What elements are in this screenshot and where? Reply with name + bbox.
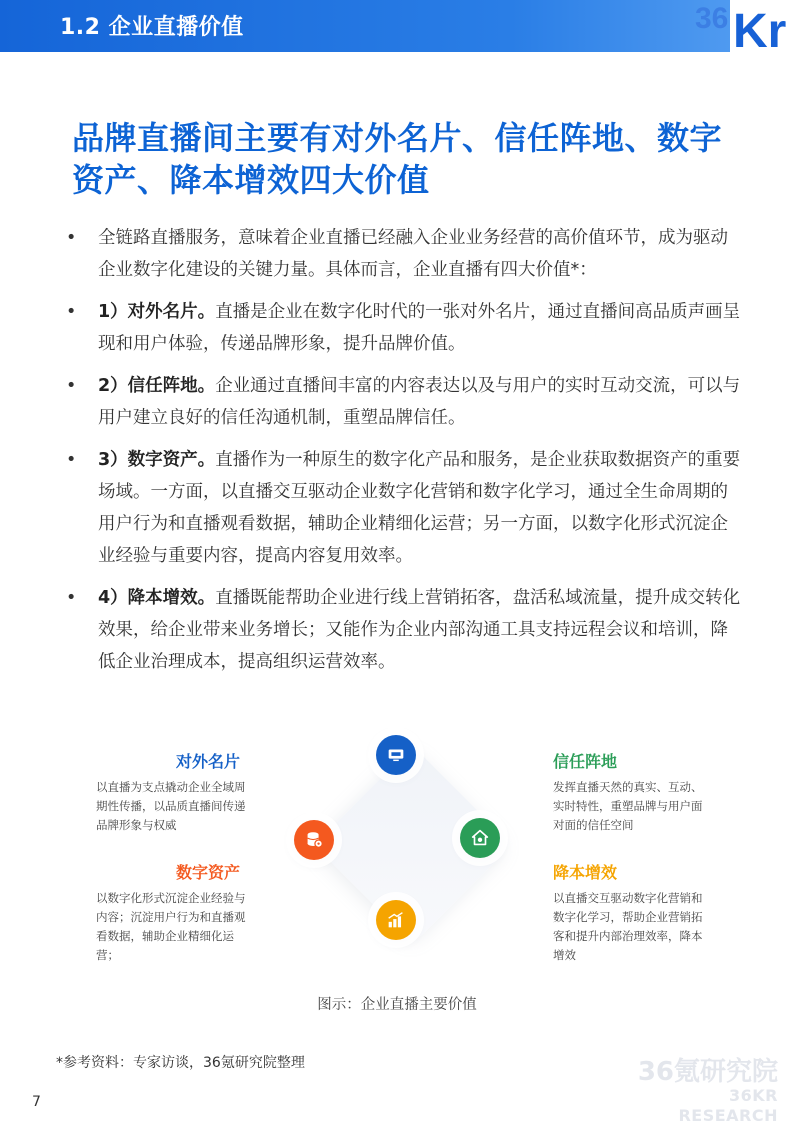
bullet-text: 直播既能帮助企业进行线上营销拓客，盘活私域流量，提升成交转化效果，给企业带来业务增长；又能作为企业内部沟通工具支持远程会议和培训，降低企业治理成本，提高组织运营效率。: [98, 588, 741, 672]
bullet-dot-icon: •: [66, 376, 77, 396]
value-block-external-card: [96, 752, 246, 835]
logo-digits: 36: [695, 2, 729, 35]
header-bar: [0, 0, 730, 52]
logo-letters: Kr: [733, 5, 787, 58]
page-headline: 品牌直播间主要有对外名片、信任阵地、数字资产、降本增效四大价值: [72, 119, 723, 199]
bullet-text: 企业通过直播间丰富的内容表达以及与用户的实时互动交流，可以与用户建立良好的信任沟通机制，重塑品牌信任。: [98, 376, 741, 428]
bullet-text: 全链路直播服务，意味着企业直播已经融入企业业务经营的高价值环节，成为驱动企业数字化建设的关键力量。具体而言，企业直播有四大价值*：: [98, 228, 728, 280]
bullet-text: 直播是企业在数字化时代的一张对外名片，通过直播间高品质声画呈现和用户体验，传递品牌形象，提升品牌价值。: [98, 302, 741, 354]
bar-chart-icon: [376, 900, 416, 940]
bullet-item: [62, 222, 742, 286]
value-diagram: [0, 720, 794, 980]
home-icon: [460, 818, 500, 858]
bullet-lead: 4）降本增效。: [98, 588, 216, 608]
bullet-list: [62, 222, 742, 688]
monitor-icon: [376, 735, 416, 775]
bullet-item: [62, 444, 742, 572]
bullet-dot-icon: •: [66, 588, 77, 608]
bullet-dot-icon: •: [66, 450, 77, 470]
36kr-logo: [693, 0, 794, 58]
figure-caption: 图示：企业直播主要价值: [317, 997, 477, 1013]
value-title: 信任阵地: [553, 752, 618, 771]
watermark: [628, 1058, 778, 1126]
value-title: 降本增效: [553, 863, 618, 882]
watermark-line1: 36氪研究院: [637, 1057, 778, 1087]
page-number: 7: [32, 1094, 41, 1110]
value-title: 对外名片: [175, 752, 240, 771]
bullet-lead: 3）数字资产。: [98, 450, 216, 470]
bullet-lead: 2）信任阵地。: [98, 376, 216, 396]
value-block-cost-efficiency: [553, 863, 703, 965]
section-title: 1.2 企业直播价值: [60, 15, 244, 40]
bullet-text: 直播作为一种原生的数字化产品和服务，是企业获取数据资产的重要场域。一方面，以直播交互驱动企业数字化营销和数字化学习，通过全生命周期的用户行为和直播观看数据，辅助企业精细化运营；另一方面，以数字化形式沉淀企业经验与重要内容，提高内容复用效率。: [98, 450, 741, 566]
bullet-lead: 1）对外名片。: [98, 302, 216, 322]
bullet-item: [62, 582, 742, 678]
source-note: *参考资料：专家访谈，36氪研究院整理: [56, 1055, 305, 1071]
value-title: 数字资产: [175, 863, 240, 882]
bullet-item: [62, 370, 742, 434]
watermark-line2: 36KR RESEARCH: [678, 1086, 778, 1125]
database-icon: [294, 820, 334, 860]
bullet-dot-icon: •: [66, 302, 77, 322]
value-block-trust: [553, 752, 703, 835]
bullet-item: [62, 296, 742, 360]
value-description: 以数字化形式沉淀企业经验与内容；沉淀用户行为和直播观看数据，辅助企业精细化运营；: [96, 891, 246, 962]
value-description: 以直播为支点撬动企业全域周期性传播，以品质直播间传递品牌形象与权威: [96, 780, 246, 832]
value-block-digital-asset: [96, 863, 246, 965]
bullet-dot-icon: •: [66, 228, 77, 248]
value-description: 以直播交互驱动数字化营销和数字化学习，帮助企业营销拓客和提升内部治理效率，降本增效: [553, 891, 703, 962]
value-description: 发挥直播天然的真实、互动、实时特性，重塑品牌与用户面对面的信任空间: [553, 780, 703, 832]
